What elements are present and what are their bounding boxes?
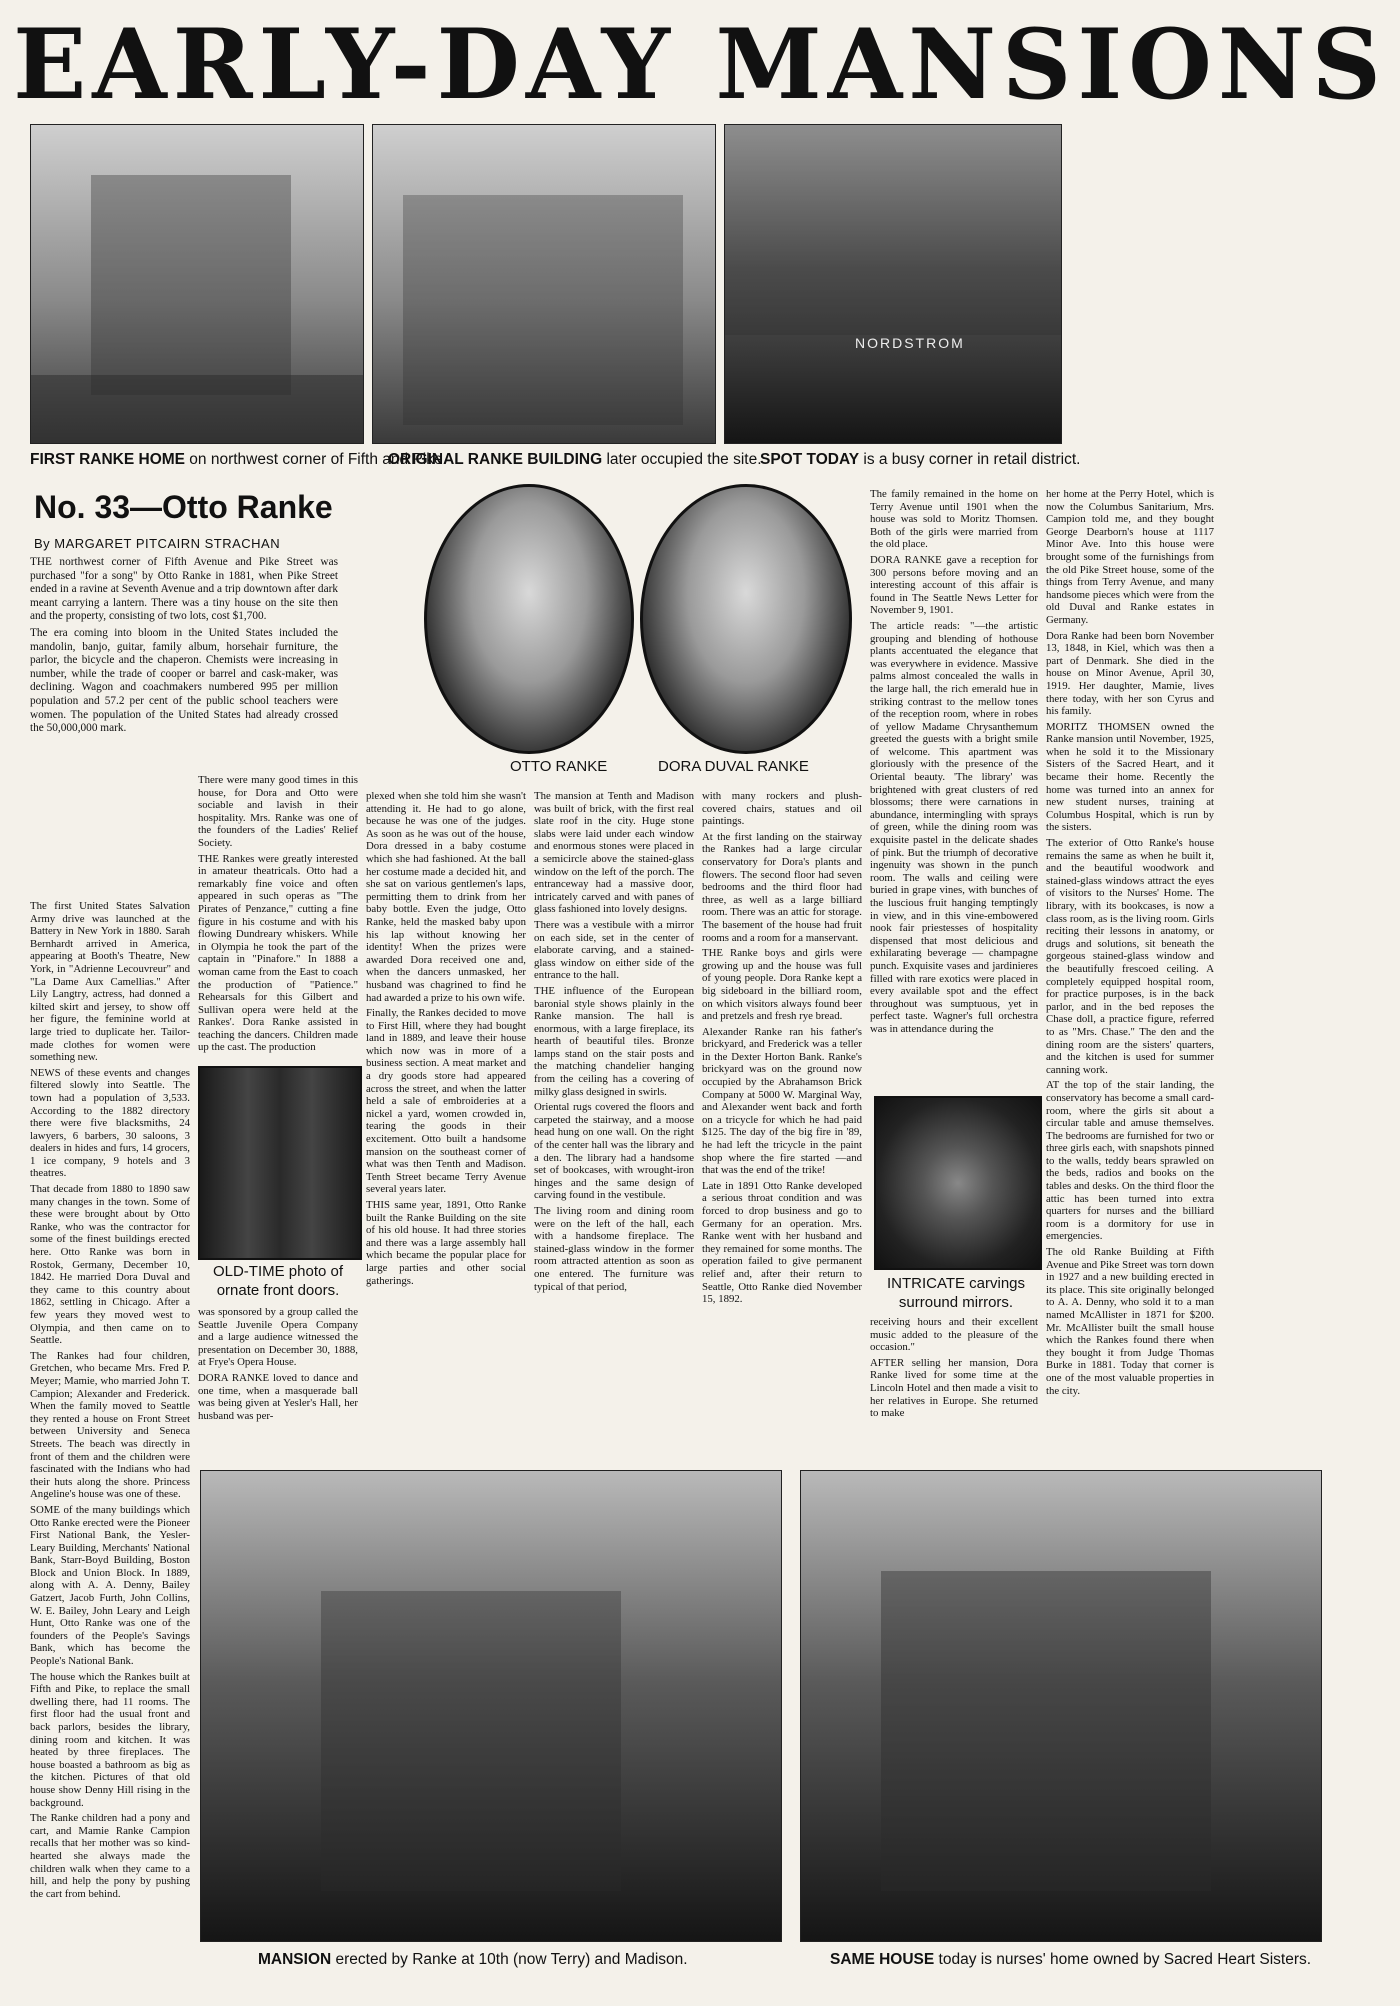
first-ranke-home-photo bbox=[30, 124, 364, 444]
caption-original-building: ORIGINAL RANKE BUILDING later occupied the site. bbox=[388, 451, 762, 468]
caption-carvings: INTRICATE carvings surround mirrors. bbox=[886, 1275, 1026, 1311]
column-6-bottom: receiving hours and their excellent music added to the pleasure of the occasion." AFTER selling her mansion, Dora Ranke lived for some time at the Lincoln Hotel and then made a visit to her relatives in Europe. She returned to make bbox=[870, 1316, 1038, 1420]
column-4: The mansion at Tenth and Madison was built of brick, with the first real slate roof in the city. Huge stone slabs were laid under each window and enormous stones were placed in a semicircle above the stained-glass window on the left of the porch. The entranceway had a massive door, intricately carved and with panes of glass fashioned into lovely designs. There was a vestibule with a mirror on each side, set in the center of elaborate carving, and a stained-glass window on either side of the entrance to the hall. THE influence of the European baronial style shows plainly in the Ranke mansion. The hall is enormous, with a large fireplace, its hearth of beautiful tiles. Bronze lamps stand on the stair posts and the matching chandelier hanging from the ceiling has a covering of milky glass designed in swirls. Oriental rugs covered the floors and carpeted the stairway, and a moose head hung on one wall. On the right of the center hall was the library and a den. The library had a handsome set of bookcases, with wrought-iron hinges and the same design of carving found in the vestibule. The living room and dining room were on the left of the hall, each with a handsome fireplace. The stained-glass window in the former room attracted attention as soon as one entered. The furniture was typical of that period, bbox=[534, 790, 694, 1293]
column-6-top: The family remained in the home on Terry Avenue until 1901 when the house was sold to Moritz Thomsen. Both of the girls were married from the old place. DORA RANKE gave a reception for 300 persons before moving and an interesting account of this affair is found in The Seattle News Letter for November 9, 1901. The article reads: "—the artistic grouping and blending of hothouse plants accentuated the elegance that was everywhere in evidence. Massive palms almost concealed the walls in the large hall, the rich emerald hue in striking contrast to the mellow tones of the reception room, where in robes of yellow Madame Chrysanthemum greeted the guests with a bright smile of welcome. This apartment was gloriously with the presence of the Oriental beauty. 'The library' was brightened with great clusters of red blossoms; there were carnations in abundance, intermingling with sprays of green, while the dining room was exquisite pastel in the delicate shades of pink. But the triumph of decorative ingenuity was shown in the punch room. The walls and ceiling were buried in grape vines, with bunches of the luscious fruit hanging temptingly in view, and in this vine-embowered nook fair priestesses of hospitality dispensed that most delicious and exhilarating beverage — champagne punch. Exquisite vases and jardinieres filled with rare exotics were placed in every available spot and the effect throughout was sumptuous, yet in perfect taste. Wagner's full orchestra was in attendance during the bbox=[870, 488, 1038, 1035]
intro-paragraph: The era coming into bloom in the United States included the mandolin, banjo, guitar, family album, horsehair furniture, the parlor, the bicycle and the chaperon. Chemists were increasing in number, while the trade of cooper or barrel and cask-maker, was declining. Wagon and coachmakers numbered 995 per million population and 57.2 per cent of the public school teachers were women. The population of the United States had already crossed the 50,000,000 mark. bbox=[30, 626, 338, 735]
column-2-top: There were many good times in this house, for Dora and Otto were sociable and lavish in their hospitality. Mrs. Ranke was one of the founders of the Ladies' Relief Society. THE Rankes were greatly interested in amateur theatricals. Otto had a remarkably fine voice and often appeared in such operas as "The Pirates of Penzance," cutting a fine figure in his costume and with his flowing Dundreary whiskers. While in Olympia he took the part of the captain in "Pinafore." In 1888 a woman came from the East to coach the production of "Patience." Rehearsals for this Gilbert and Sullivan opera were held at the Rankes'. Dora Ranke assisted in teaching the dancers. Children made up the cast. The production bbox=[198, 774, 358, 1054]
caption-doors: OLD-TIME photo of ornate front doors. bbox=[212, 1263, 344, 1299]
caption-mansion: MANSION erected by Ranke at 10th (now Terry) and Madison. bbox=[258, 1951, 688, 1968]
headline: EARLY-DAY MANSIONS bbox=[13, 8, 1387, 121]
intro-paragraph: THE northwest corner of Fifth Avenue and Pike Street was purchased "for a song" by Otto Ranke in 1881, when Pike Street ended in a ravine at Seventh Avenue and a trip downtown after dark meant carrying a lantern. There was a tiny house on the site then and the property, consisting of two lots, cost $1,700. bbox=[30, 556, 338, 623]
column-7: her home at the Perry Hotel, which is now the Columbus Sanitarium, Mrs. Campion told me, and they bought George Dearborn's house at 1117 Minor Ave. Into this house were brought some of the furnishings from the old Pike Street house, some of the things from Terry Avenue, and many handsome pieces which were from the old Duval and Ranke estates in Germany. Dora Ranke had been born November 13, 1848, in Kiel, which was then a part of Denmark. She died in the house on Minor Avenue, April 30, 1919. Her daughter, Mamie, lives there today, with her son Cyrus and his family. MORITZ THOMSEN owned the Ranke mansion until November, 1925, when he sold it to the Missionary Sisters of the Sacred Heart, and it became their home. Recently the home was turned into an annex for new student nurses, training at Columbus Hospital, which is run by the sisters. The exterior of Otto Ranke's house remains the same as when he built it, and the beautiful woodwork and stained-glass windows attract the eyes of visitors to the Nurses' Home. The library, with its bookcases, is now a class room, as is the living room. Girls reciting their lessons in anatomy, or drugs and solutions, sit beneath the gorgeous stained-glass window and the beautifully frescoed ceiling. A completely equipped hospital room, for practice purposes, is in the back parlor, and in the bed reposes the Chase doll, a practice figure, referred to as "Mrs. Chase." The den and the dining room are the sisters' quarters, and the kitchen is used for summer canning work. AT the top of the stair landing, the conservatory has become a small card-room, where the girls sit about a circular table and amuse themselves. The bedrooms are furnished for two or three girls each, with snapshots pinned to the walls, teddy bears sprawled on the beds, radios and books on the tables and desks. On the third floor the attic has been turned into extra quarters for nurses and the billiard room is a dormitory for use in emergencies. The old Ranke Building at Fifth Avenue and Pike Street was torn down in 1927 and a new building erected in its place. This site originally belonged to A. A. Denny, who sold it to a man named McAllister in 1871 for $200. Mr. McAllister built the small house which the Rankes found there when they bought it from Judge Thomas Burke in 1881. Today that corner is one of the most valuable properties in the city. bbox=[1046, 488, 1214, 1397]
original-ranke-building-photo bbox=[372, 124, 716, 444]
column-5: with many rockers and plush-covered chairs, statues and oil paintings. At the first landing on the stairway the Rankes had a large circular conservatory for Dora's plants and flowers. The second floor had seven bedrooms and the third floor had three, as well as a large billiard room. There was an attic for storage. The basement of the house had fruit rooms and a room for a manservant. THE Ranke boys and girls were growing up and the house was full of young people. Dora Ranke kept a big sideboard in the billiard room, on which visitors always found beer and pretzels and fresh rye bread. Alexander Ranke ran his father's brickyard, and Frederick was a teller in the Dexter Horton Bank. Ranke's brickyard was on the ground now occupied by the Abrahamson Brick Company at 5000 W. Marginal Way, and Alexander went back and forth on a tricycle for which he had paid $125. The day of the big fire in '89, he had left the tricycle in the paint shop where the fire started —and that was the end of the trike! Late in 1891 Otto Ranke developed a serious throat condition and was forced to drop business and go to Germany for an operation. Mrs. Ranke went with her husband and they remained for some months. The operation failed to give permanent relief and, after their return to Seattle, Otto Ranke died November 15, 1892. bbox=[702, 790, 862, 1306]
article-title: No. 33—Otto Ranke bbox=[34, 489, 333, 525]
byline: By MARGARET PITCAIRN STRACHAN bbox=[34, 536, 281, 551]
front-doors-photo bbox=[198, 1066, 362, 1260]
storefront-sign: NORDSTROM bbox=[855, 335, 965, 351]
same-house-photo bbox=[800, 1470, 1322, 1942]
carvings-photo bbox=[874, 1096, 1042, 1270]
caption-first-home: FIRST RANKE HOME on northwest corner of Fifth and Pike. bbox=[30, 451, 447, 468]
spot-today-photo bbox=[724, 124, 1062, 444]
caption-same-house: SAME HOUSE today is nurses' home owned by Sacred Heart Sisters. bbox=[830, 1951, 1312, 1968]
caption-dora: DORA DUVAL RANKE bbox=[658, 758, 809, 775]
column-1: The first United States Salvation Army drive was launched at the Battery in New York in 1880. Sarah Bernhardt arrived in America, appearing at Booth's Theatre, New York, in "Adrienne Lecouvreur" and "La Dame Aux Camellias." After Lily Langtry, actress, had donned a kilted skirt and jersey, to show off her figure, the feminine world at large tried to duplicate her. Tailor-made clothes for women were something new. NEWS of these events and changes filtered slowly into Seattle. The town had a population of 3,533. According to the 1882 directory there were five blacksmiths, 24 lawyers, 6 barbers, 30 saloons, 3 dealers in hides and furs, 14 grocers, 1 ice company, 9 hotels and 3 theatres. That decade from 1880 to 1890 saw many changes in the town. Some of these were brought about by Otto Ranke, who was the contractor for some of the finest buildings erected here. Otto Ranke was born in Rostok, Germany, December 10, 1842. He married Dora Duval and they came to this country about 1862, settling in Chicago. After a few years they moved west to Olympia, and then came on to Seattle. The Rankes had four children, Gretchen, who became Mrs. Fred P. Meyer; Mamie, who married John T. Campion; Alexander and Frederick. When the family moved to Seattle they rented a house on Front Street between University and Seneca Streets. The beach was directly in front of them and the children were fascinated with the Indians who had their huts along the shore. Princess Angeline's house was one of these. SOME of the many buildings which Otto Ranke erected were the Pioneer First National Bank, the Yesler-Leary Building, Merchants' National Bank, Starr-Boyd Building, Boston Block and Union Block. In 1889, along with A. A. Denny, Bailey Gatzert, Jacob Furth, John Collins, W. E. Bailey, John Leary and Leigh Hunt, Otto Ranke was one of the founders of the People's Savings Bank, which has become the People's National Bank. The house which the Rankes built at Fifth and Pike, to replace the small dwelling there, had 11 rooms. The first floor had the usual front and back parlors, besides the library, dining room and kitchen. It was heated by three fireplaces. The house boasted a bathroom as big as the kitchen. Pictures of that old house show Denny Hill rising in the background. The Ranke children had a pony and cart, and Mamie Ranke Campion recalls that her mother was so kind-hearted she always made the children walk when they came to a hill, and help the pony by pushing the cart from behind. bbox=[30, 900, 190, 1900]
column-3: plexed when she told him she wasn't attending it. He had to go alone, because he was one of the judges. As soon as he was out of the house, Dora dressed in a baby costume which she had fashioned. At the ball her costume made a decided hit, and she sat on various gentlemen's laps, permitting them to drink from her baby bottle. Even the judge, Otto Ranke, held the masked baby upon his lap without knowing her identity! When the prizes were awarded Dora received one and, when the dancers unmasked, her husband was chagrined to find he had awarded a prize to his own wife. Finally, the Rankes decided to move to First Hill, where they had bought land in 1889, and leave their house which now was in more of a business section. A meat market and a dry goods store had appeared across the street, and when the latter held a sale of embroideries at a nickel a yard, women crowded in, tearing the goods in their excitement. Otto built a handsome mansion on the southeast corner of what was then Tenth and Madison. Tenth Street became Terry Avenue several years later. THIS same year, 1891, Otto Ranke built the Ranke Building on the site of his old house. It had three stories and there was a large assembly hall which became the popular place for large parties and other social gatherings. bbox=[366, 790, 526, 1287]
otto-ranke-portrait bbox=[424, 484, 634, 754]
dora-ranke-portrait bbox=[640, 484, 852, 754]
mansion-photo bbox=[200, 1470, 782, 1942]
caption-spot-today: SPOT TODAY is a busy corner in retail district. bbox=[760, 451, 1081, 468]
column-2-bottom: was sponsored by a group called the Seattle Juvenile Opera Company and a large audience witnessed the presentation on December 30, 1888, at Frye's Opera House. DORA RANKE loved to dance and one time, when a masquerade ball was being given at Yesler's Hall, her husband was per- bbox=[198, 1306, 358, 1422]
caption-otto: OTTO RANKE bbox=[510, 758, 608, 775]
